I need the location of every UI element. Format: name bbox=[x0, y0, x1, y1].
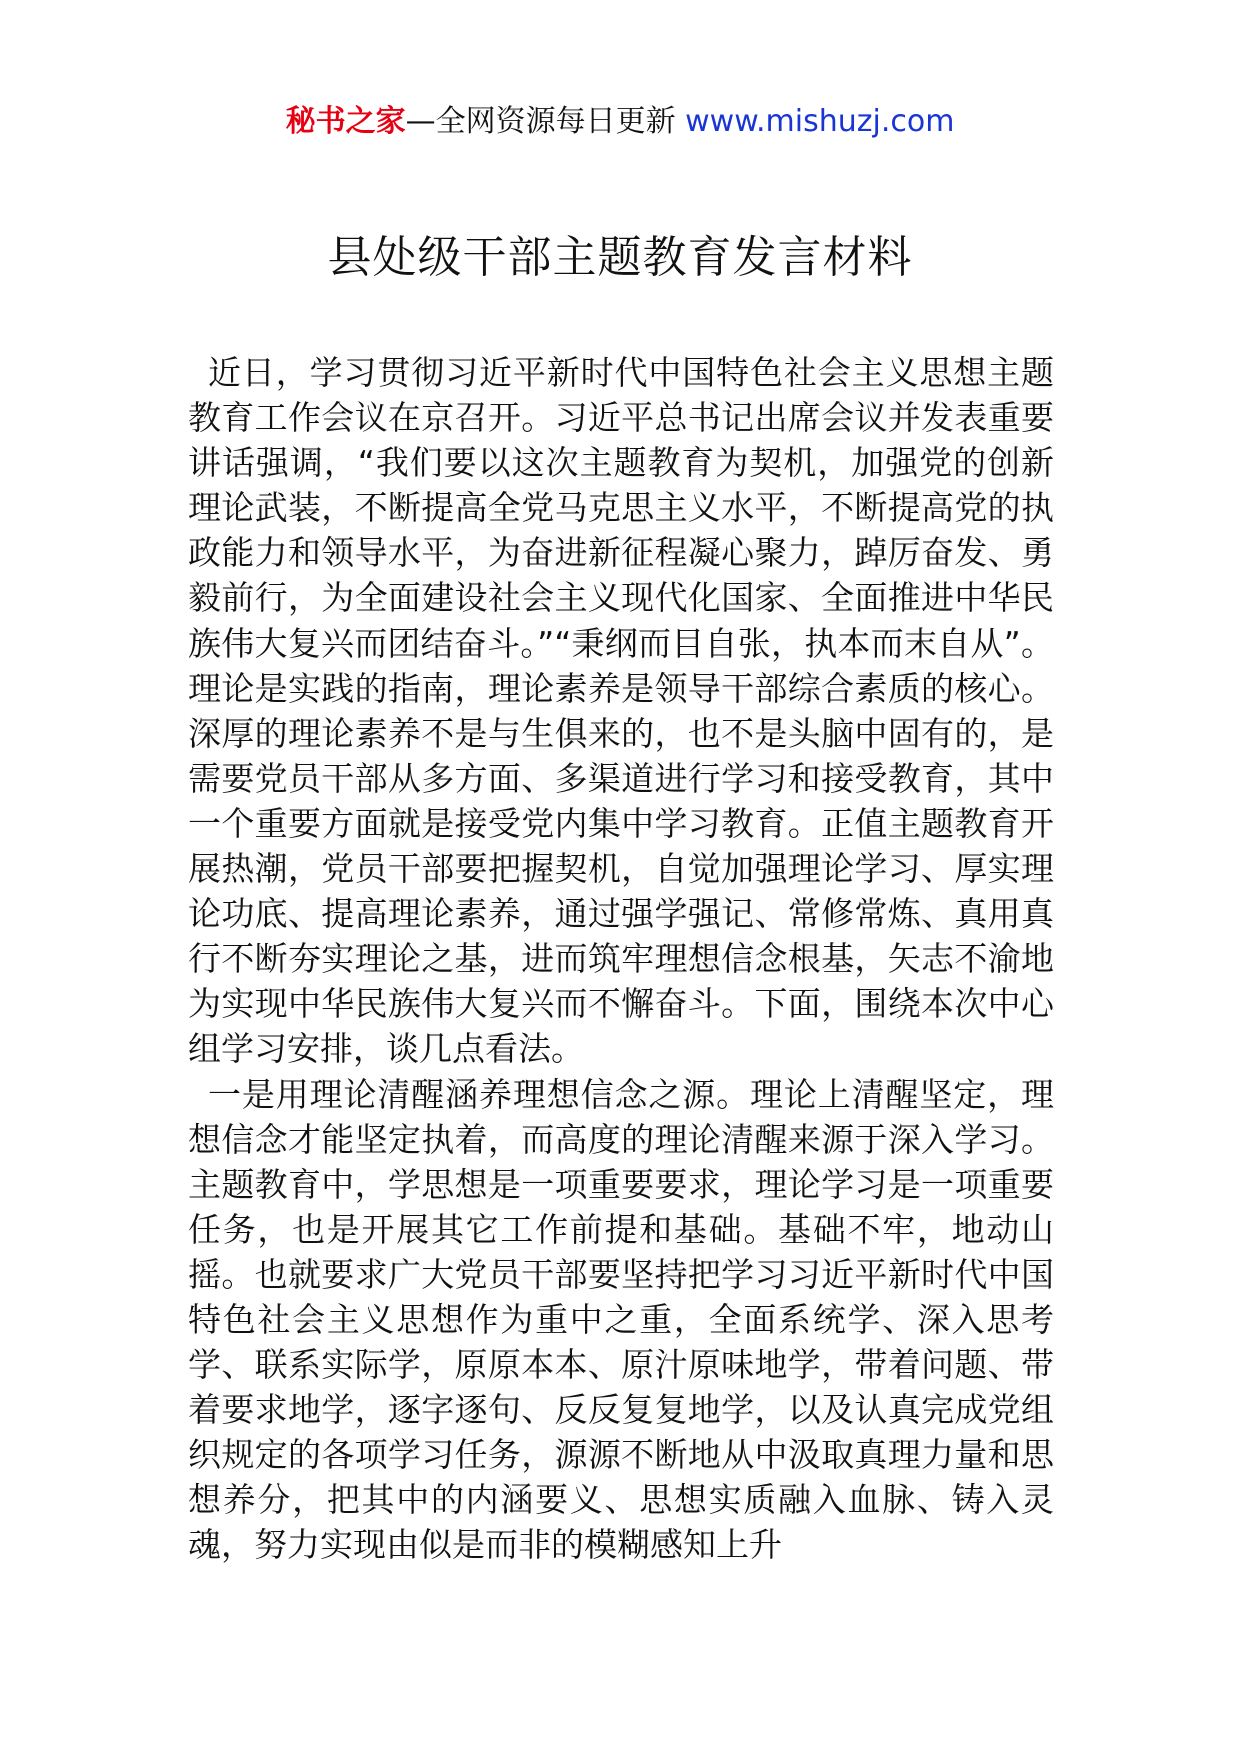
header-brand: 秘书之家 bbox=[285, 104, 406, 139]
paragraph-point-one: 一是用理论清醒涵养理想信念之源。理论上清醒坚定，理想信念才能坚定执着，而高度的理论清醒来源于深入学习。主题教育中，学思想是一项重要要求，理论学习是一项重要任务，也是开展其它工作前提和基础。基础不牢，地动山摇。也就要求广大党员干部要坚持把学习习近平新时代中国特色社会主义思想作为重中之重，全面系统学、深入思考学、联系实际学，原原本本、原汁原味地学，带着问题、带着要求地学，逐字逐句、反反复复地学，以及认真完成党组织规定的各项学习任务，源源不断地从中汲取真理力量和思想养分，把其中的内涵要义、思想实质融入血脉、铸入灵魂，努力实现由似是而非的模糊感知上升 bbox=[188, 1074, 1054, 1565]
page-header bbox=[0, 100, 1240, 144]
header-tagline: —全网资源每日更新 bbox=[405, 104, 676, 139]
header-url-link[interactable]: www.mishuzj.com bbox=[685, 104, 955, 139]
document-title: 县处级干部主题教育发言材料 bbox=[327, 232, 913, 283]
document-body bbox=[188, 350, 1054, 1568]
paragraph-intro: 近日，学习贯彻习近平新时代中国特色社会主义思想主题教育工作会议在京召开。习近平总书记出席会议并发表重要讲话强调，“我们要以这次主题教育为契机，加强党的创新理论武装，不断提高全党马克思主义水平，不断提高党的执政能力和领导水平，为奋进新征程凝心聚力，踔厉奋发、勇毅前行，为全面建设社会主义现代化国家、全面推进中华民族伟大复兴而团结奋斗。”“秉纲而目自张，执本而末自从”。理论是实践的指南，理论素养是领导干部综合素质的核心。深厚的理论素养不是与生俱来的，也不是头脑中固有的，是需要党员干部从多方面、多渠道进行学习和接受教育，其中一个重要方面就是接受党内集中学习教育。正值主题教育开展热潮，党员干部要把握契机，自觉加强理论学习、厚实理论功底、提高理论素养，通过强学强记、常修常炼、真用真行不断夯实理论之基，进而筑牢理想信念根基，矢志不渝地为实现中华民族伟大复兴而不懈奋斗。下面，围绕本次中心组学习安排，谈几点看法。 bbox=[188, 353, 1054, 1069]
